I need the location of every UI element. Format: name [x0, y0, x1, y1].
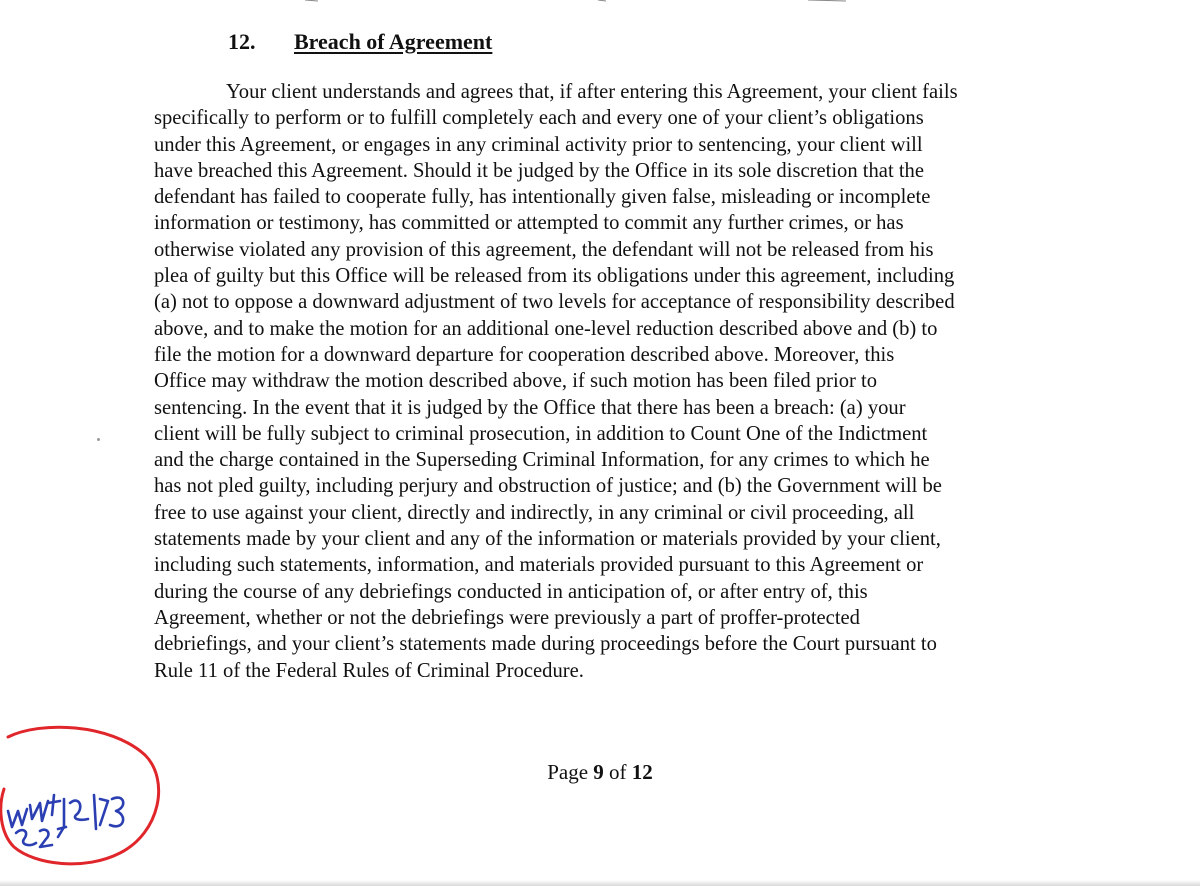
- paragraph-line: above, and to make the motion for an additional one-level reduction described above and (b) to: [154, 317, 938, 340]
- of-label: of: [609, 760, 627, 784]
- paragraph-line: during the course of any debriefings conducted in anticipation of, or after entry of, this: [154, 580, 868, 603]
- paragraph-line: statements made by your client and any of the information or materials provided by your client,: [154, 528, 941, 551]
- paragraph-line: (a) not to oppose a downward adjustment of two levels for acceptance of responsibility described: [154, 291, 955, 314]
- paragraph-line: sentencing. In the event that it is judged by the Office that there has been a breach: (a) your: [154, 396, 906, 419]
- paragraph-line: debriefings, and your client’s statements made during proceedings before the Court pursuant to: [154, 633, 937, 656]
- stamp-scribble: [8, 795, 123, 847]
- paragraph-line: specifically to perform or to fulfill completely each and every one of your client’s obligations: [154, 107, 924, 130]
- paragraph-line: otherwise violated any provision of this agreement, the defendant will not be released from his: [154, 238, 934, 261]
- page-label: Page: [547, 760, 589, 784]
- paragraph-line: information or testimony, has committed or attempted to commit any further crimes, or has: [154, 212, 904, 235]
- paragraph-line: including such statements, information, and materials provided pursuant to this Agreement or: [154, 554, 924, 577]
- paragraph-line: file the motion for a downward departure for cooperation described above. Moreover, this: [154, 343, 895, 366]
- page-number: 9: [593, 760, 604, 784]
- section-paragraph: [154, 79, 1034, 684]
- paragraph-line: has not pled guilty, including perjury and obstruction of justice; and (b) the Government will be: [154, 475, 942, 498]
- paragraph-line: and the charge contained in the Superseding Criminal Information, for any crimes to which he: [154, 449, 930, 472]
- paragraph-line: Rule 11 of the Federal Rules of Criminal Procedure.: [154, 659, 584, 682]
- section-heading: [228, 28, 492, 56]
- paragraph-line: have breached this Agreement. Should it be judged by the Office in its sole discretion that the: [154, 159, 924, 182]
- page-footer: [0, 758, 1200, 786]
- paragraph-line: Agreement, whether or not the debriefings were previously a part of proffer-protected: [154, 606, 860, 629]
- section-number: 12.: [228, 29, 256, 54]
- top-scan-marks: [0, 0, 1200, 8]
- paragraph-line: Office may withdraw the motion described above, if such motion has been filed prior to: [154, 370, 878, 393]
- paragraph-line: Your client understands and agrees that, if after entering this Agreement, your client fails: [226, 81, 958, 103]
- paragraph-line: under this Agreement, or engages in any criminal activity prior to sentencing, your client will: [154, 133, 923, 156]
- paragraph-line: defendant has failed to cooperate fully, has intentionally given false, misleading or incomplete: [154, 186, 931, 209]
- paragraph-line: free to use against your client, directly and indirectly, in any criminal or civil proceeding, all: [154, 501, 915, 524]
- paragraph-line: plea of guilty but this Office will be released from its obligations under this agreement, including: [154, 265, 955, 288]
- section-title: Breach of Agreement: [294, 29, 493, 54]
- scan-bottom-edge: [0, 880, 1200, 886]
- page-total: 12: [631, 760, 653, 784]
- paragraph-line: client will be fully subject to criminal prosecution, in addition to Count One of the Indictment: [154, 422, 928, 445]
- scan-speck: [97, 438, 100, 441]
- handwritten-initials-stamp: [0, 715, 170, 875]
